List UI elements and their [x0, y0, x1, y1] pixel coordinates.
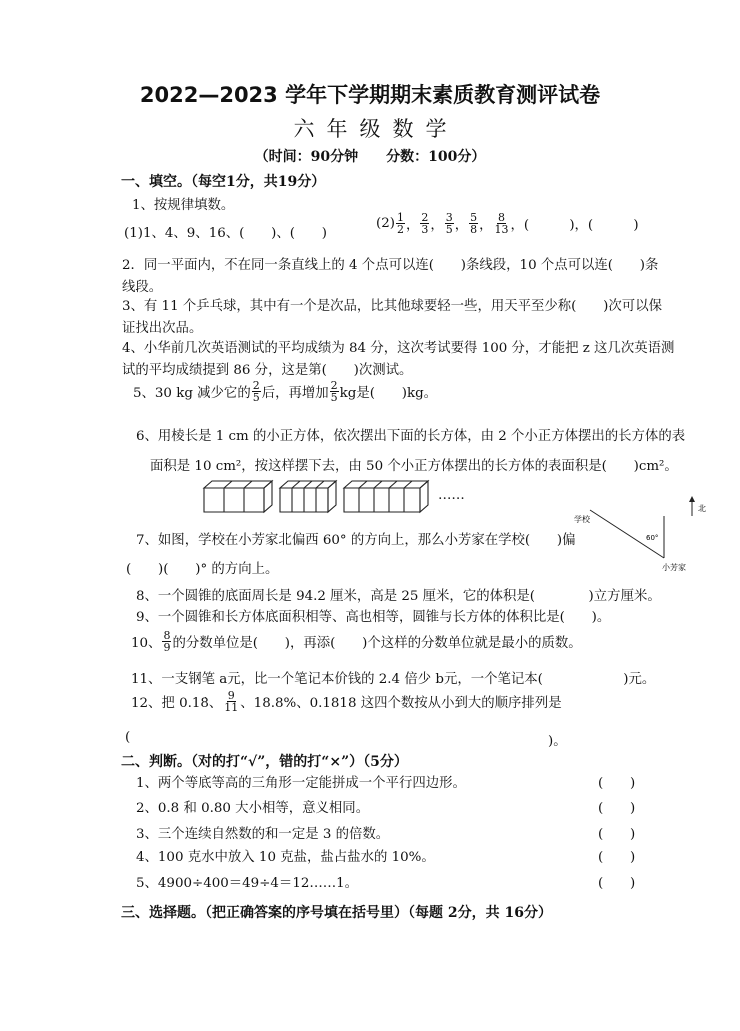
q5-part-a: 5、30 kg 减少它的: [133, 386, 251, 401]
judge-bracket-2[interactable]: ( ): [598, 801, 636, 816]
fraction: $\frac{8}{13}$: [494, 211, 509, 236]
fraction: $\frac{1}{2}$: [396, 211, 404, 236]
exam-subtitle: 六年级数学: [293, 117, 459, 141]
fraction: $\frac{2}{5}$: [252, 379, 260, 404]
q2-line2: 线段。: [122, 280, 163, 295]
q5-text: [133, 380, 437, 403]
exam-meta: （时间：90分钟 分数：100分）: [254, 149, 486, 165]
q12-text: [131, 690, 562, 713]
q3-line2: 证找出次品。: [122, 321, 203, 336]
q9-text: 9、一个圆锥和长方体底面积相等、高也相等，圆锥与长方体的体积比是( )。: [136, 610, 611, 625]
q12-close-paren: )。: [548, 734, 567, 749]
q12-open-paren: (: [125, 730, 131, 745]
judge-item-1: 1、两个等底等高的三角形一定能拼成一个平行四边形。: [136, 776, 466, 791]
q12-part-b: 、18.8%、0.1818 这四个数按从小到大的顺序排列是: [240, 696, 562, 711]
fraction: $\frac{9}{11}$: [224, 689, 239, 714]
fraction: $\frac{3}{5}$: [445, 211, 453, 236]
cube-row-5: [344, 481, 428, 512]
cube-row-3: [204, 481, 272, 512]
q2-line1: 2．同一平面内，不在同一条直线上的 4 个点可以连( )条线段，10 个点可以连( )条: [122, 258, 659, 273]
q6-line1: 6、用棱长是 1 cm 的小正方体，依次摆出下面的长方体，由 2 个小正方体摆出的长方体的表: [136, 429, 686, 444]
q3-line1: 3、有 11 个乒乓球，其中有一个是次品，比其他球要轻一些，用天平至少称( )次可以保: [122, 299, 662, 314]
judge-bracket-4[interactable]: ( ): [598, 850, 636, 865]
judge-item-3: 3、三个连续自然数的和一定是 3 的倍数。: [136, 827, 390, 842]
judge-bracket-1[interactable]: ( ): [598, 776, 636, 791]
north-label: 北: [698, 504, 706, 513]
fraction: $\frac{2}{3}$: [421, 211, 429, 236]
q5-part-c: kg是( )kg。: [339, 386, 438, 401]
q1-text: 1、按规律填数。: [132, 198, 235, 213]
q1b-text: (2) $\frac{1}{2}$ ， $\frac{2}{3}$ ， $\frac{3}{5}$ ， $\frac{5}{8}$ ， $\frac{8}{13}$ ，( )，( ): [376, 211, 639, 236]
school-label: 学校: [574, 515, 590, 524]
q4-line1: 4、小华前几次英语测试的平均成绩为 84 分，这次考试要得 100 分，才能把 z 这几次英语测: [122, 341, 675, 356]
direction-figure: [570, 494, 720, 576]
q7-line1: 7、如图，学校在小芳家北偏西 60° 的方向上，那么小芳家在学校( )偏: [136, 533, 576, 548]
q5-part-b: 后，再增加: [261, 386, 329, 401]
q6-ellipsis: ……: [438, 488, 465, 503]
judge-bracket-5[interactable]: ( ): [598, 876, 636, 891]
q4-line2: 试的平均成绩提到 86 分，这是第( )次测试。: [122, 363, 413, 378]
section1-heading: 一、填空。（每空1分，共19分）: [121, 174, 326, 190]
section2-heading: 二、判断。（对的打“√”，错的打“×”）（5分）: [121, 754, 408, 770]
fraction: $\frac{5}{8}$: [470, 211, 478, 236]
north-arrow-head-icon: [689, 496, 695, 502]
home-label: 小芳家: [662, 563, 686, 572]
q10-text: [131, 630, 582, 653]
judge-item-5: 5、4900÷400＝49÷4＝12……1。: [136, 876, 359, 891]
fraction: $\frac{2}{5}$: [330, 379, 338, 404]
q11-text: 11、一支钢笔 a元，比一个笔记本价钱的 2.4 倍少 b元，一个笔记本( )元。: [131, 672, 656, 687]
judge-item-4: 4、100 克水中放入 10 克盐，盐占盐水的 10%。: [136, 850, 435, 865]
q7-line2: ( )( )° 的方向上。: [126, 562, 279, 577]
q10-part-b: 的分数单位是( )，再添( )个这样的分数单位就是最小的质数。: [172, 636, 582, 651]
angle-label: 60°: [646, 534, 659, 542]
q12-part-a: 12、把 0.18̇、: [131, 696, 223, 711]
q10-part-a: 10、: [131, 636, 162, 651]
q1b-prefix: (2): [376, 216, 395, 231]
q8-text: 8、一个圆锥的底面周长是 94.2 厘米，高是 25 厘米，它的体积是( )立方厘米。: [136, 589, 661, 604]
judge-bracket-3[interactable]: ( ): [598, 827, 636, 842]
section3-heading: 三、选择题。（把正确答案的序号填在括号里）（每题 2分，共 16分）: [121, 905, 552, 921]
cube-row-4: [280, 481, 336, 512]
fraction: $\frac{8}{9}$: [163, 629, 171, 654]
q1b-suffix: ，( )，( ): [510, 218, 639, 233]
q6-line2: 面积是 10 cm²，按这样摆下去，由 50 个小正方体摆出的长方体的表面积是( )cm²。: [150, 459, 678, 474]
q1a-text: (1)1、4、9、16、( )、( ): [124, 226, 327, 241]
exam-title: 2022—2023 学年下学期期末素质教育测评试卷: [139, 83, 601, 107]
judge-item-2: 2、0.8 和 0.80 大小相等，意义相同。: [136, 801, 370, 816]
